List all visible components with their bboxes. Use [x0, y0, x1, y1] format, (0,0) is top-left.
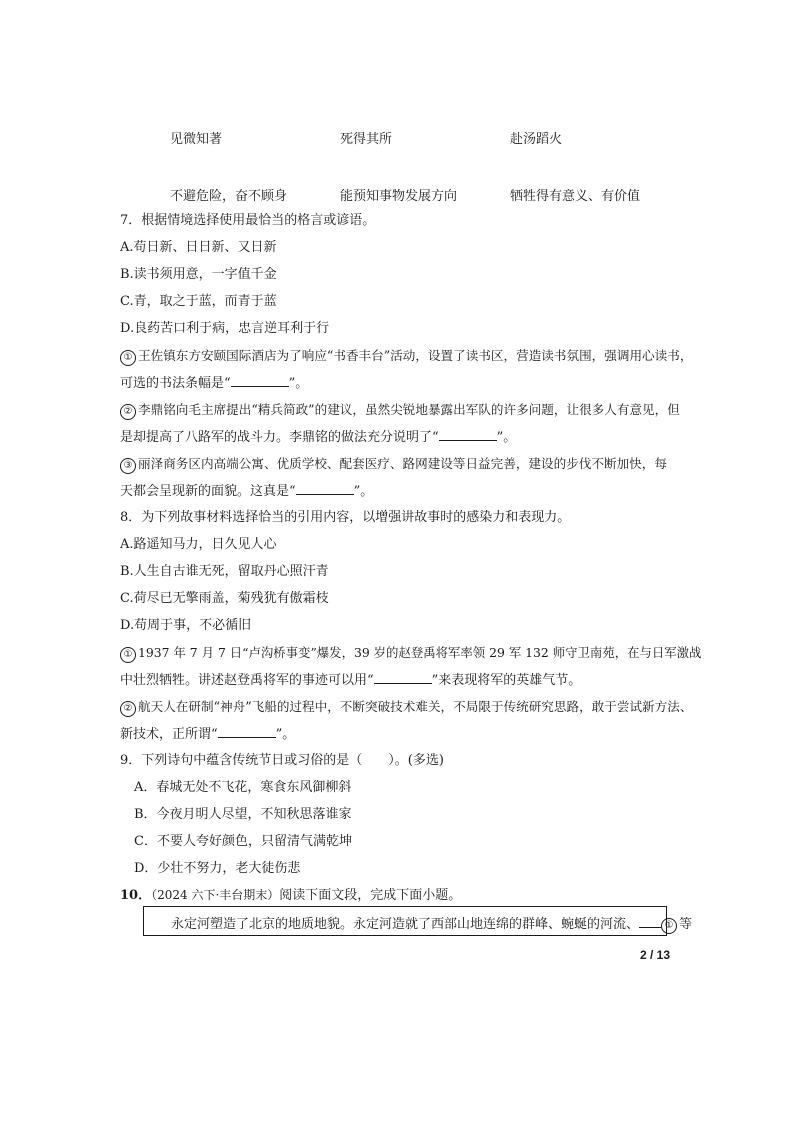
q8-item1-line2: 中壮烈牺牲。讲述赵登禹将军的事迹可以用“ ”来表现将军的英雄气节。 [120, 673, 582, 688]
q7-item2-line1: ② 李鼎铭向毛主席提出“精兵简政”的建议，虽然尖锐地暴露出军队的许多问题，让很多人有意见，但 [120, 401, 680, 420]
q9-option-b: B．今夜月明人尽望，不知秋思落谁家 [134, 807, 352, 822]
q7-option-c: C.青，取之于蓝，而青于蓝 [120, 294, 277, 309]
page-number: 2 / 13 [640, 948, 671, 962]
meaning-1: 不避危险，奋不顾身 [170, 189, 288, 204]
q8-option-a: A.路遥知马力，日久见人心 [120, 537, 277, 552]
circled-number: ③ [120, 458, 136, 474]
q8-item2-line1: ② 航天人在研制“神舟”飞船的过程中，不断突破技术难关，不局限于传统研究思路，敢于尝试新方法、 [120, 698, 692, 717]
q7-stem: 7．根据情境选择使用最恰当的格言或谚语。 [120, 213, 376, 228]
answer-blank[interactable] [439, 428, 497, 441]
q7-option-b: B.读书须用意，一字值千金 [120, 267, 277, 282]
q7-item1-line2: 可选的书法条幅是“ ”。 [120, 376, 309, 391]
answer-blank[interactable] [231, 374, 289, 387]
circled-number: ① [661, 918, 677, 934]
q8-item2-line2: 新技术，正所谓“ ”。 [120, 727, 296, 742]
answer-blank[interactable] [374, 671, 432, 684]
idiom-1: 见微知著 [170, 132, 223, 147]
q8-stem: 8．为下列故事材料选择恰当的引用内容，以增强讲故事时的感染力和表现力。 [120, 510, 571, 525]
q8-option-c: C.荷尽已无擎雨盖，菊残犹有傲霜枝 [120, 591, 329, 606]
q10-stem: 10．（2024 六下·丰台期末）阅读下面文段，完成下面小题。 [120, 888, 462, 903]
meaning-2: 能预知事物发展方向 [340, 189, 458, 204]
q9-option-c: C．不要人夸好颜色，只留清气满乾坤 [134, 834, 352, 849]
circled-number: ② [120, 701, 136, 717]
q7-item3-line1: ③ 丽泽商务区内高端公寓、优质学校、配套医疗、路网建设等日益完善，建设的步伐不断加快，每 [120, 455, 667, 474]
meaning-row [0, 185, 794, 205]
circled-number: ② [120, 404, 136, 420]
idiom-3: 赴汤蹈火 [510, 132, 563, 147]
q9-stem: 9．下列诗句中蕴含传统节日或习俗的是（ ）。(多选) [120, 753, 444, 768]
q9-option-a: A．春城无处不飞花，寒食东风御柳斜 [134, 780, 352, 795]
q7-option-a: A.苟日新、日日新、又日新 [120, 240, 277, 255]
q8-option-d: D.苟周于事，不必循旧 [120, 618, 252, 633]
answer-blank[interactable] [296, 482, 354, 495]
source-tag: （2024 六下·丰台期末） [151, 888, 280, 902]
q7-item1-line1: ① 王佐镇东方安颐国际酒店为了响应“书香丰台”活动，设置了读书区，营造读书氛围，强调用心读书， [120, 347, 692, 366]
passage-box [143, 906, 693, 936]
q7-item2-line2: 是却提高了八路军的战斗力。李鼎铭的做法充分说明了“ ”。 [120, 430, 517, 445]
answer-blank[interactable] [218, 725, 276, 738]
meaning-3: 牺牲得有意义、有价值 [510, 189, 641, 204]
passage-text: 永定河塑造了北京的地质地貌。永定河造就了西部山地连绵的群峰、蜿蜒的河流、 ① 等 [171, 917, 693, 932]
q9-option-d: D．少壮不努力，老大徒伤悲 [134, 861, 301, 876]
idiom-row [0, 128, 794, 148]
circled-number: ① [120, 647, 136, 663]
answer-blank[interactable] [639, 915, 661, 928]
q7-item3-line2: 天都会呈现新的面貌。这真是“ ”。 [120, 484, 374, 499]
circled-number: ① [120, 350, 136, 366]
q7-option-d: D.良药苦口利于病，忠言逆耳利于行 [120, 321, 330, 336]
idiom-2: 死得其所 [340, 132, 393, 147]
q8-item1-line1: ① 1937 年 7 月 7 日“卢沟桥事变”爆发，39 岁的赵登禹将军率领 29 军 132 师守卫南苑，在与日军激战 [120, 644, 701, 663]
q8-option-b: B.人生自古谁无死，留取丹心照汗青 [120, 564, 329, 579]
